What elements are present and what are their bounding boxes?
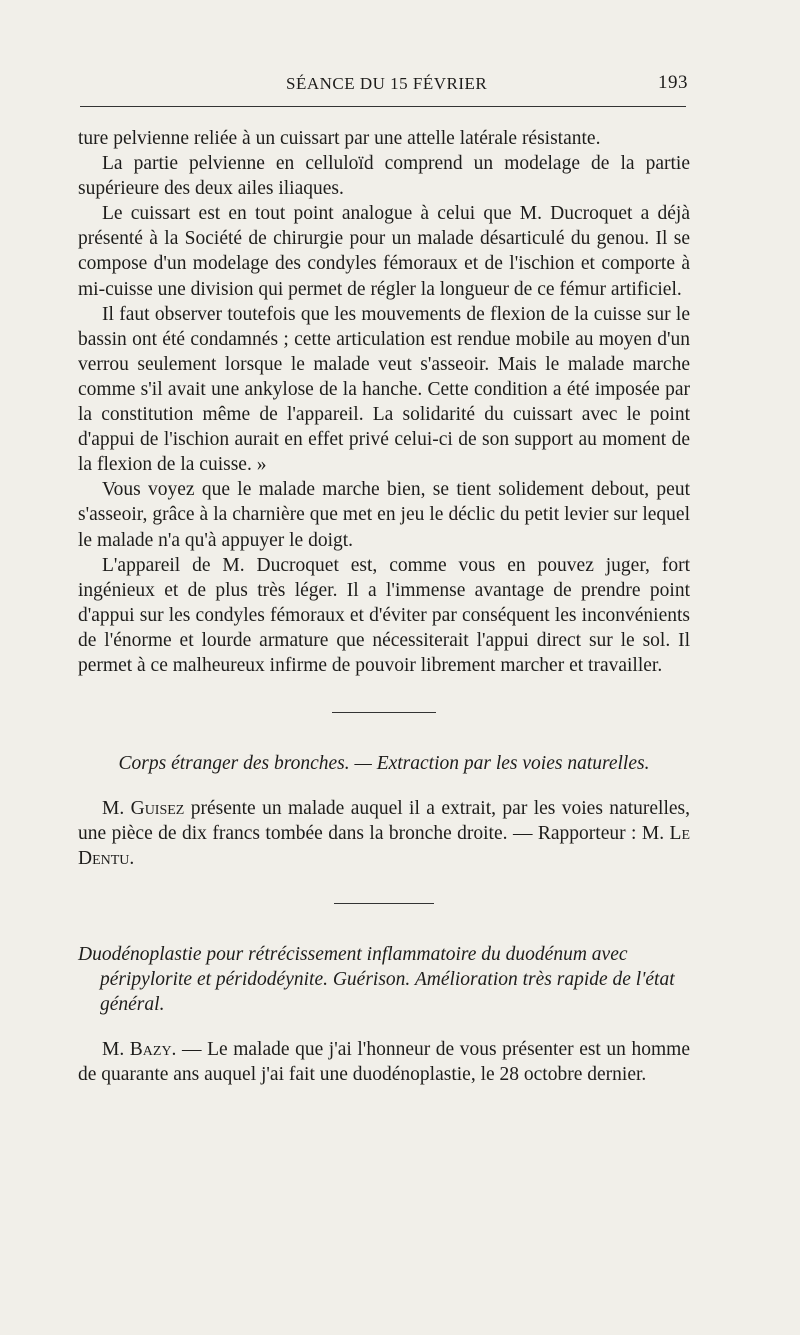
running-head-title: SÉANCE DU 15 FÉVRIER <box>286 74 488 93</box>
page-body <box>78 126 690 1088</box>
section-divider <box>332 712 436 713</box>
paragraph <box>78 796 690 871</box>
paragraph: ture pelvienne reliée à un cuissart par une attelle latérale résistante. <box>78 128 601 149</box>
rapporteur-name: M. Le Dentu. <box>78 823 690 870</box>
page-number: 193 <box>658 72 688 93</box>
paragraph <box>78 1037 690 1087</box>
paragraph-text: présente un malade auquel il a extrait, par les voies naturelles, une pièce de dix francs tombée dans la bronche droite. — Rapporteur : <box>78 798 690 845</box>
paragraph: La partie pelvienne en celluloïd comprend un modelage de la partie supérieure des deux ailes iliaques. <box>78 153 690 200</box>
paragraph: Le cuissart est en tout point analogue à celui que M. Ducroquet a déjà présenté à la Société de chirurgie pour un malade désarticulé du genou. Il se compose d'un modelage des condyles fémoraux et de l'ischion et comporte à mi-cuisse une division qui permet de régler la longueur de ce fémur artificiel. <box>78 203 690 300</box>
paragraph: Vous voyez que le malade marche bien, se tient solidement debout, peut s'asseoir, grâce à la charnière que met en jeu le déclic du petit levier sur lequel le malade n'a qu'à appuyer le doigt. <box>78 479 690 551</box>
speaker-name: M. Bazy. <box>102 1039 177 1061</box>
header-rule <box>80 106 686 107</box>
section-title: Duodénoplastie pour rétrécissement inflammatoire du duodénum avec péripylorite et péridodéynite. Guérison. Amélioration très rapide de l'état général. <box>78 944 675 1016</box>
running-head <box>78 72 688 98</box>
paragraph: L'appareil de M. Ducroquet est, comme vous en pouvez juger, fort ingénieux et de plus très léger. Il a l'immense avantage de prendre point d'appui sur les condyles fémoraux et d'éviter par conséquent les inconvénients de l'énorme et lourde armature que nécessiterait l'appui direct sur le sol. Il permet à ce malheureux infirme de pouvoir librement marcher et travailler. <box>78 554 690 676</box>
section-title: Corps étranger des bronches. — Extraction par les voies naturelles. <box>118 753 650 775</box>
speaker-name: M. Guisez <box>102 798 185 820</box>
paragraph: Il faut observer toutefois que les mouvements de flexion de la cuisse sur le bassin ont été condamnés ; cette articulation est rendue mobile au moyen d'un verrou seulement lorsque le malade veut s'asseoir. Mais le malade marche comme s'il avait une ankylose de la hanche. Cette condition a été imposée par la constitution même de l'appareil. La solidarité du cuissart avec le point d'appui de l'ischion aurait en effet privé celui-ci de son support au moment de la flexion de la cuisse. » <box>78 303 690 476</box>
section-divider <box>334 903 434 904</box>
paragraph-text: — Le malade que j'ai l'honneur de vous présenter est un homme de quarante ans auquel j'ai fait une duodénoplastie, le 28 octobre dernier. <box>78 1039 690 1086</box>
